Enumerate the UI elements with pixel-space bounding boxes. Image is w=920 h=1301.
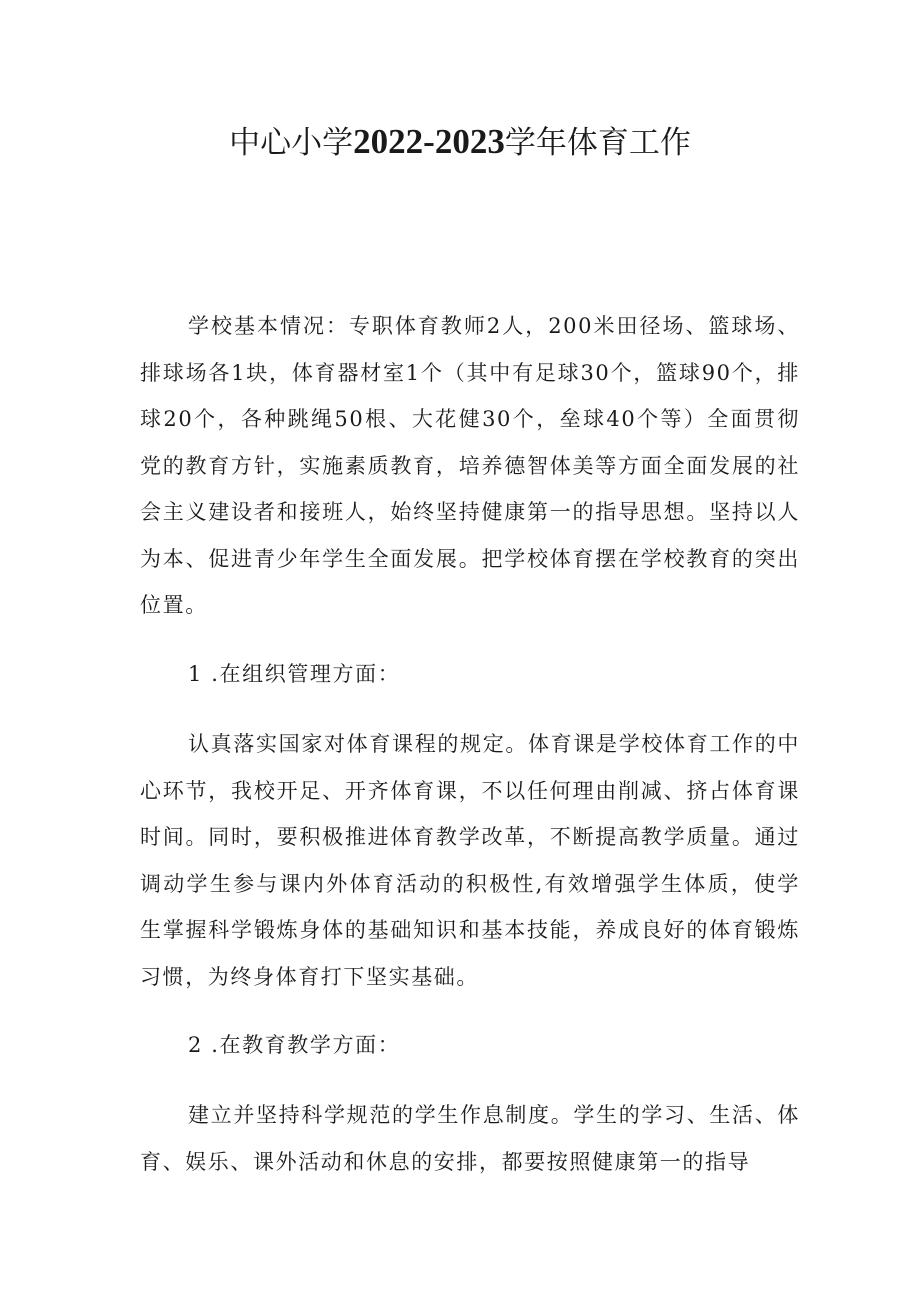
section-heading-teaching: 2 .在教育教学方面： [188, 1033, 401, 1057]
section-heading-organization: 1 .在组织管理方面： [188, 662, 401, 686]
paragraph-basic-info: 学校基本情况：专职体育教师2人，200米田径场、篮球场、排球场各1块，体育器材室1个（其中有足球30个，篮球90个，排球20个，各种跳绳50根、大花健30个，垒球40个等）全面贯彻党的教育方针，实施素质教育，培养德智体美等方面全面发展的社会主义建设者和接班人，始终坚持健康第一的指导思想。坚持以人为本、促进青少年学生全面发展。把学校体育摆在学校教育的突出位置。 [140, 314, 800, 617]
paragraph-teaching: 建立并坚持科学规范的学生作息制度。学生的学习、生活、体育、娱乐、课外活动和休息的安排，都要按照健康第一的指导 [140, 1103, 800, 1174]
title-years: 2022-2023 [353, 122, 505, 161]
title-prefix: 中心小学 [229, 125, 354, 161]
document-title [0, 120, 920, 165]
title-suffix: 学年体育工作 [504, 125, 691, 161]
paragraph-organization: 认真落实国家对体育课程的规定。体育课是学校体育工作的中心环节，我校开足、开齐体育课，不以任何理由削减、挤占体育课时间。同时，要积极推进体育教学改革，不断提高教学质量。通过调动学生参与课内外体育活动的积极性,有效增强学生体质，使学生掌握科学锻炼身体的基础知识和基本技能，养成良好的体育锻炼习惯，为终身体育打下坚实基础。 [140, 732, 800, 989]
